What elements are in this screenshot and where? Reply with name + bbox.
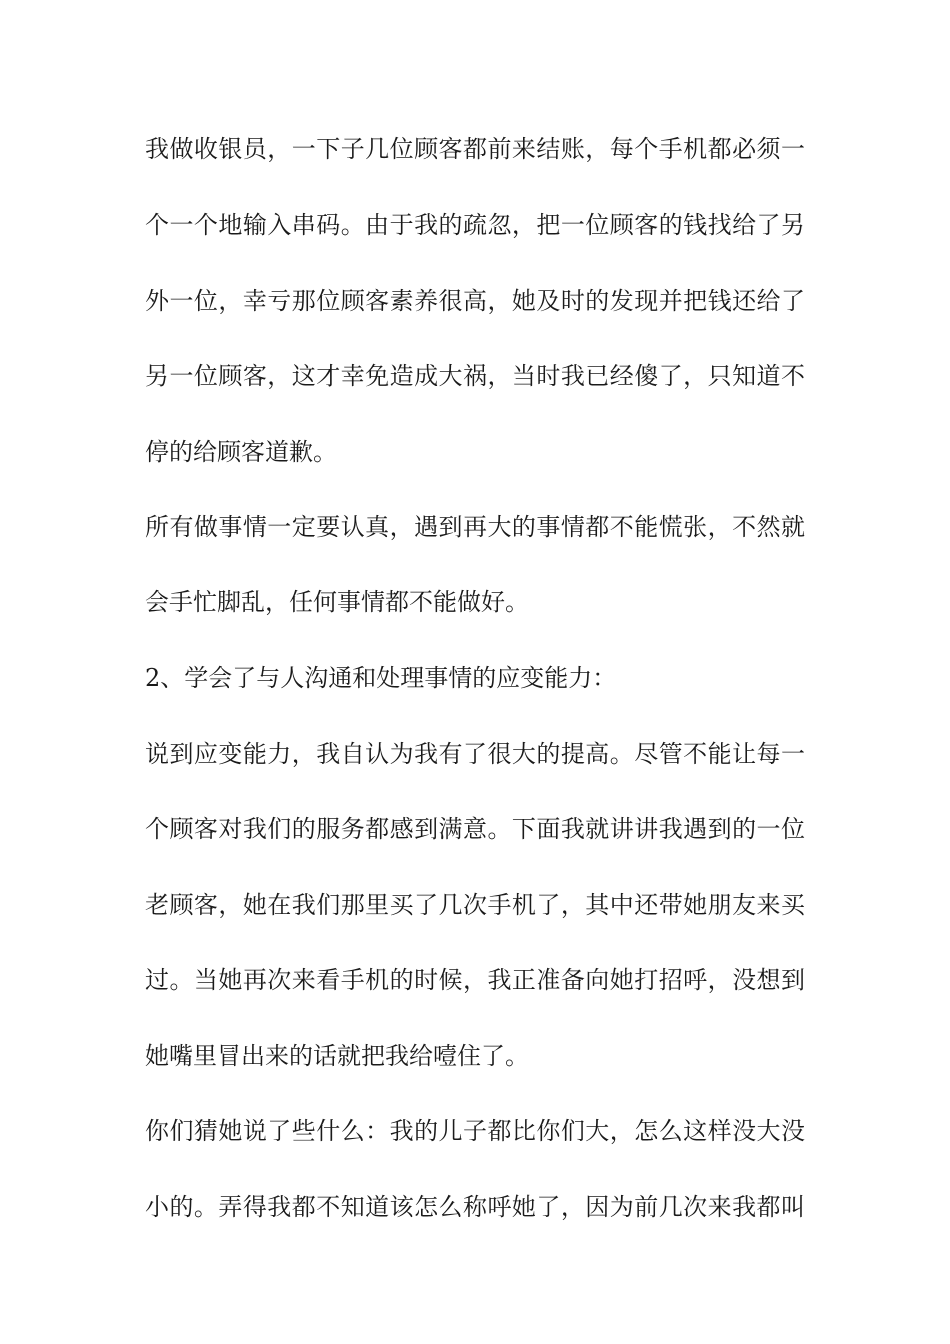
paragraph-line: 个一个地输入串码。由于我的疏忽，把一位顾客的钱找给了另 (145, 211, 805, 239)
paragraph-line: 她嘴里冒出来的话就把我给噎住了。 (145, 1042, 529, 1070)
paragraph-line: 说到应变能力，我自认为我有了很大的提高。尽管不能让每一 (145, 740, 805, 768)
paragraph-line: 你们猜她说了些什么：我的儿子都比你们大，怎么这样没大没 (145, 1117, 805, 1145)
paragraph-line: 停的给顾客道歉。 (145, 438, 337, 466)
paragraph-line: 外一位，幸亏那位顾客素养很高，她及时的发现并把钱还给了 (145, 287, 805, 315)
paragraph-line: 我做收银员，一下子几位顾客都前来结账，每个手机都必须一 (145, 135, 805, 163)
section-heading: 2、学会了与人沟通和处理事情的应变能力： (145, 664, 617, 692)
paragraph-line: 小的。弄得我都不知道该怎么称呼她了，因为前几次来我都叫 (145, 1193, 805, 1221)
paragraph-line: 个顾客对我们的服务都感到满意。下面我就讲讲我遇到的一位 (145, 815, 805, 843)
paragraph-line: 老顾客，她在我们那里买了几次手机了，其中还带她朋友来买 (145, 891, 805, 919)
paragraph-line: 会手忙脚乱，任何事情都不能做好。 (145, 588, 529, 616)
paragraph-line: 另一位顾客，这才幸免造成大祸，当时我已经傻了，只知道不 (145, 362, 805, 390)
paragraph-line: 所有做事情一定要认真，遇到再大的事情都不能慌张，不然就 (145, 513, 805, 541)
paragraph-line: 过。当她再次来看手机的时候，我正准备向她打招呼，没想到 (145, 966, 805, 994)
